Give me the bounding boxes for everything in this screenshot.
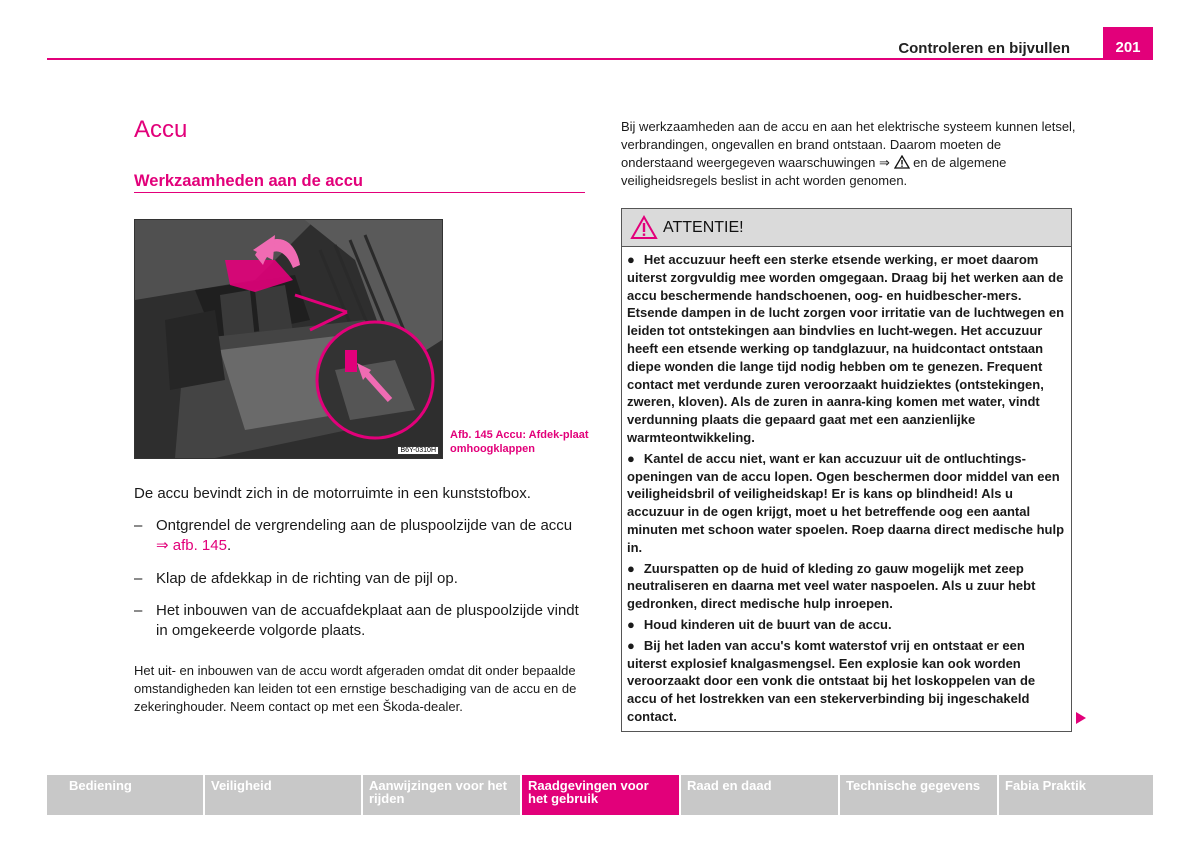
step-item — [134, 601, 584, 641]
header-rule — [47, 58, 1153, 60]
warning-item-text: Zuurspatten op de huid of kleding zo gauw mogelijk met zeep neutraliseren en daarna met veel water naspoelen. Als u zuur hebt gedronken, direct medische hulp inroepen. — [627, 560, 1036, 612]
step-text: Het inbouwen van de accuafdekplaat aan de pluspoolzijde vindt in omgekeerde volgorde plaats. — [156, 602, 579, 639]
subsection-title: Werkzaamheden aan de accu — [134, 172, 363, 190]
bullet-icon: ● — [627, 252, 635, 267]
header-title: Controleren en bijvullen — [898, 40, 1070, 57]
figure-caption: Afb. 145 Accu: Afdek-plaat omhoogklappen — [450, 429, 589, 455]
warning-header — [622, 209, 1071, 247]
next-page-arrow-icon[interactable] — [1075, 711, 1087, 725]
warning-body — [622, 247, 1071, 726]
page-number-badge — [1103, 27, 1153, 60]
intro-text: De accu bevindt zich in de motorruimte in een kunststofbox. — [134, 485, 531, 502]
warning-item — [627, 251, 1065, 447]
nav-tab-label: Fabia Praktik — [1005, 778, 1086, 793]
nav-tab-label: Veiligheid — [211, 778, 272, 793]
step-dash: – — [134, 570, 143, 587]
nav-tab-aanwijzingen[interactable] — [363, 775, 520, 815]
bullet-icon: ● — [627, 560, 635, 576]
note-text: Het uit- en inbouwen van de accu wordt afgeraden omdat dit onder bepaalde omstandigheden kan leiden tot een ernstige beschadiging van de accu en de zekeringhouder. Neem contact op met een Škoda-dealer. — [134, 663, 577, 714]
warning-label: ATTENTIE! — [663, 219, 744, 236]
nav-tab-raad-en-daad[interactable] — [681, 775, 838, 815]
nav-tab-label: Raadgevingen voor het gebruik — [528, 778, 649, 806]
step-dash: – — [134, 517, 143, 534]
step-dash: – — [134, 602, 143, 619]
warning-item-text: Houd kinderen uit de buurt van de accu. — [643, 616, 892, 632]
nav-tab-technische-gegevens[interactable] — [840, 775, 997, 815]
nav-tab-bediening[interactable] — [47, 775, 203, 815]
subsection-rule — [134, 192, 585, 193]
page-number: 201 — [1115, 39, 1141, 56]
step-text: Klap de afdekkap in de richting van de pijl op. — [156, 570, 458, 587]
engine-bay-illustration — [135, 220, 442, 458]
warning-item — [627, 637, 1065, 726]
warning-triangle-icon — [894, 155, 910, 169]
nav-tab-label: Raad en daad — [687, 778, 772, 793]
nav-tab-fabia-praktik[interactable] — [999, 775, 1153, 815]
figure-reference-link[interactable]: ⇒ afb. 145 — [156, 537, 227, 554]
step-text: Ontgrendel de vergrendeling aan de pluspoolzijde van de accu — [156, 517, 573, 534]
warning-triangle-icon — [630, 215, 658, 240]
nav-tab-label: Technische gegevens — [846, 778, 981, 793]
section-title: Accu — [134, 116, 188, 143]
warning-item-text: Kantel de accu niet, want er kan accuzuur uit de ontluchtings-openingen van de accu lopen. Ogen beschermen door middel van een veiligheidsbril of veiligheidskap! Er is kans op blindheid! Als u accuzuur in de ogen krijgt, moet u het betreffende oog een aantal minuten met schoon water spoelen. Roep daarna direct medische hulp in. — [627, 450, 1065, 555]
step-item — [134, 569, 584, 589]
nav-tab-raadgevingen[interactable] — [522, 775, 679, 815]
warning-item-text: Het accuzuur heeft een sterke etsende werking, er moet daarom uiterst zorgvuldig mee worden omgegaan. Draag bij het werken aan de accu beschermende handschoenen, oog- en huidbescher-mers. Etsende dampen in de lucht zorgen voor irritatie van de luchtwegen en leiden tot ontstekingen aan bindvlies en lucht-wegen. Het accuzuur heeft een etsende werking op tandglazuur, na huidcontact ontstaan diepe wonden die lange tijd nodig hebben om te genezen. Frequent contact met verdunde zuren veroorzaakt huidziektes (ontstekingen, zweren, kloven). Als de zuren in aanra-king komen met water, vindt verdunning plaats die gepaard gaat met een aanzienlijke warmteontwikkeling. — [627, 252, 1065, 445]
nav-tab-veiligheid[interactable] — [205, 775, 361, 815]
warning-item-text: Bij het laden van accu's komt waterstof vrij en ontstaat er een uiterst explosief knalgasmengsel. Een explosie kan ook worden veroorzaakt door een vonk die ontstaat bij het loskoppelen van de accu of het lostrekken van een stekerverbinding bij ingeschakeld contact. — [627, 637, 1036, 724]
battery-figure — [134, 219, 443, 459]
warning-item — [627, 560, 1065, 613]
safety-intro — [621, 118, 1076, 190]
bullet-icon: ● — [627, 450, 635, 466]
figure-code: B6Y-0310H — [397, 446, 439, 455]
chapter-nav — [47, 775, 1153, 815]
nav-tab-label: Bediening — [69, 778, 132, 793]
warning-item — [627, 450, 1065, 557]
step-item — [134, 516, 584, 556]
safety-intro-text-end: en de algemene veiligheidsregels beslist in acht worden genomen. — [621, 155, 1007, 188]
bullet-icon: ● — [627, 616, 635, 632]
warning-box — [621, 208, 1072, 732]
safety-intro-text: Bij werkzaamheden aan de accu en aan het elektrische systeem kunnen letsel, verbrandingen, ongevallen en brand ontstaan. Daarom moeten de onderstaand weergegeven waarschuwingen ⇒ — [621, 119, 1076, 170]
step-text-end: . — [226, 537, 232, 554]
bullet-icon: ● — [627, 637, 635, 653]
warning-item — [627, 616, 1065, 634]
nav-tab-label: Aanwijzingen voor het rijden — [369, 778, 507, 806]
